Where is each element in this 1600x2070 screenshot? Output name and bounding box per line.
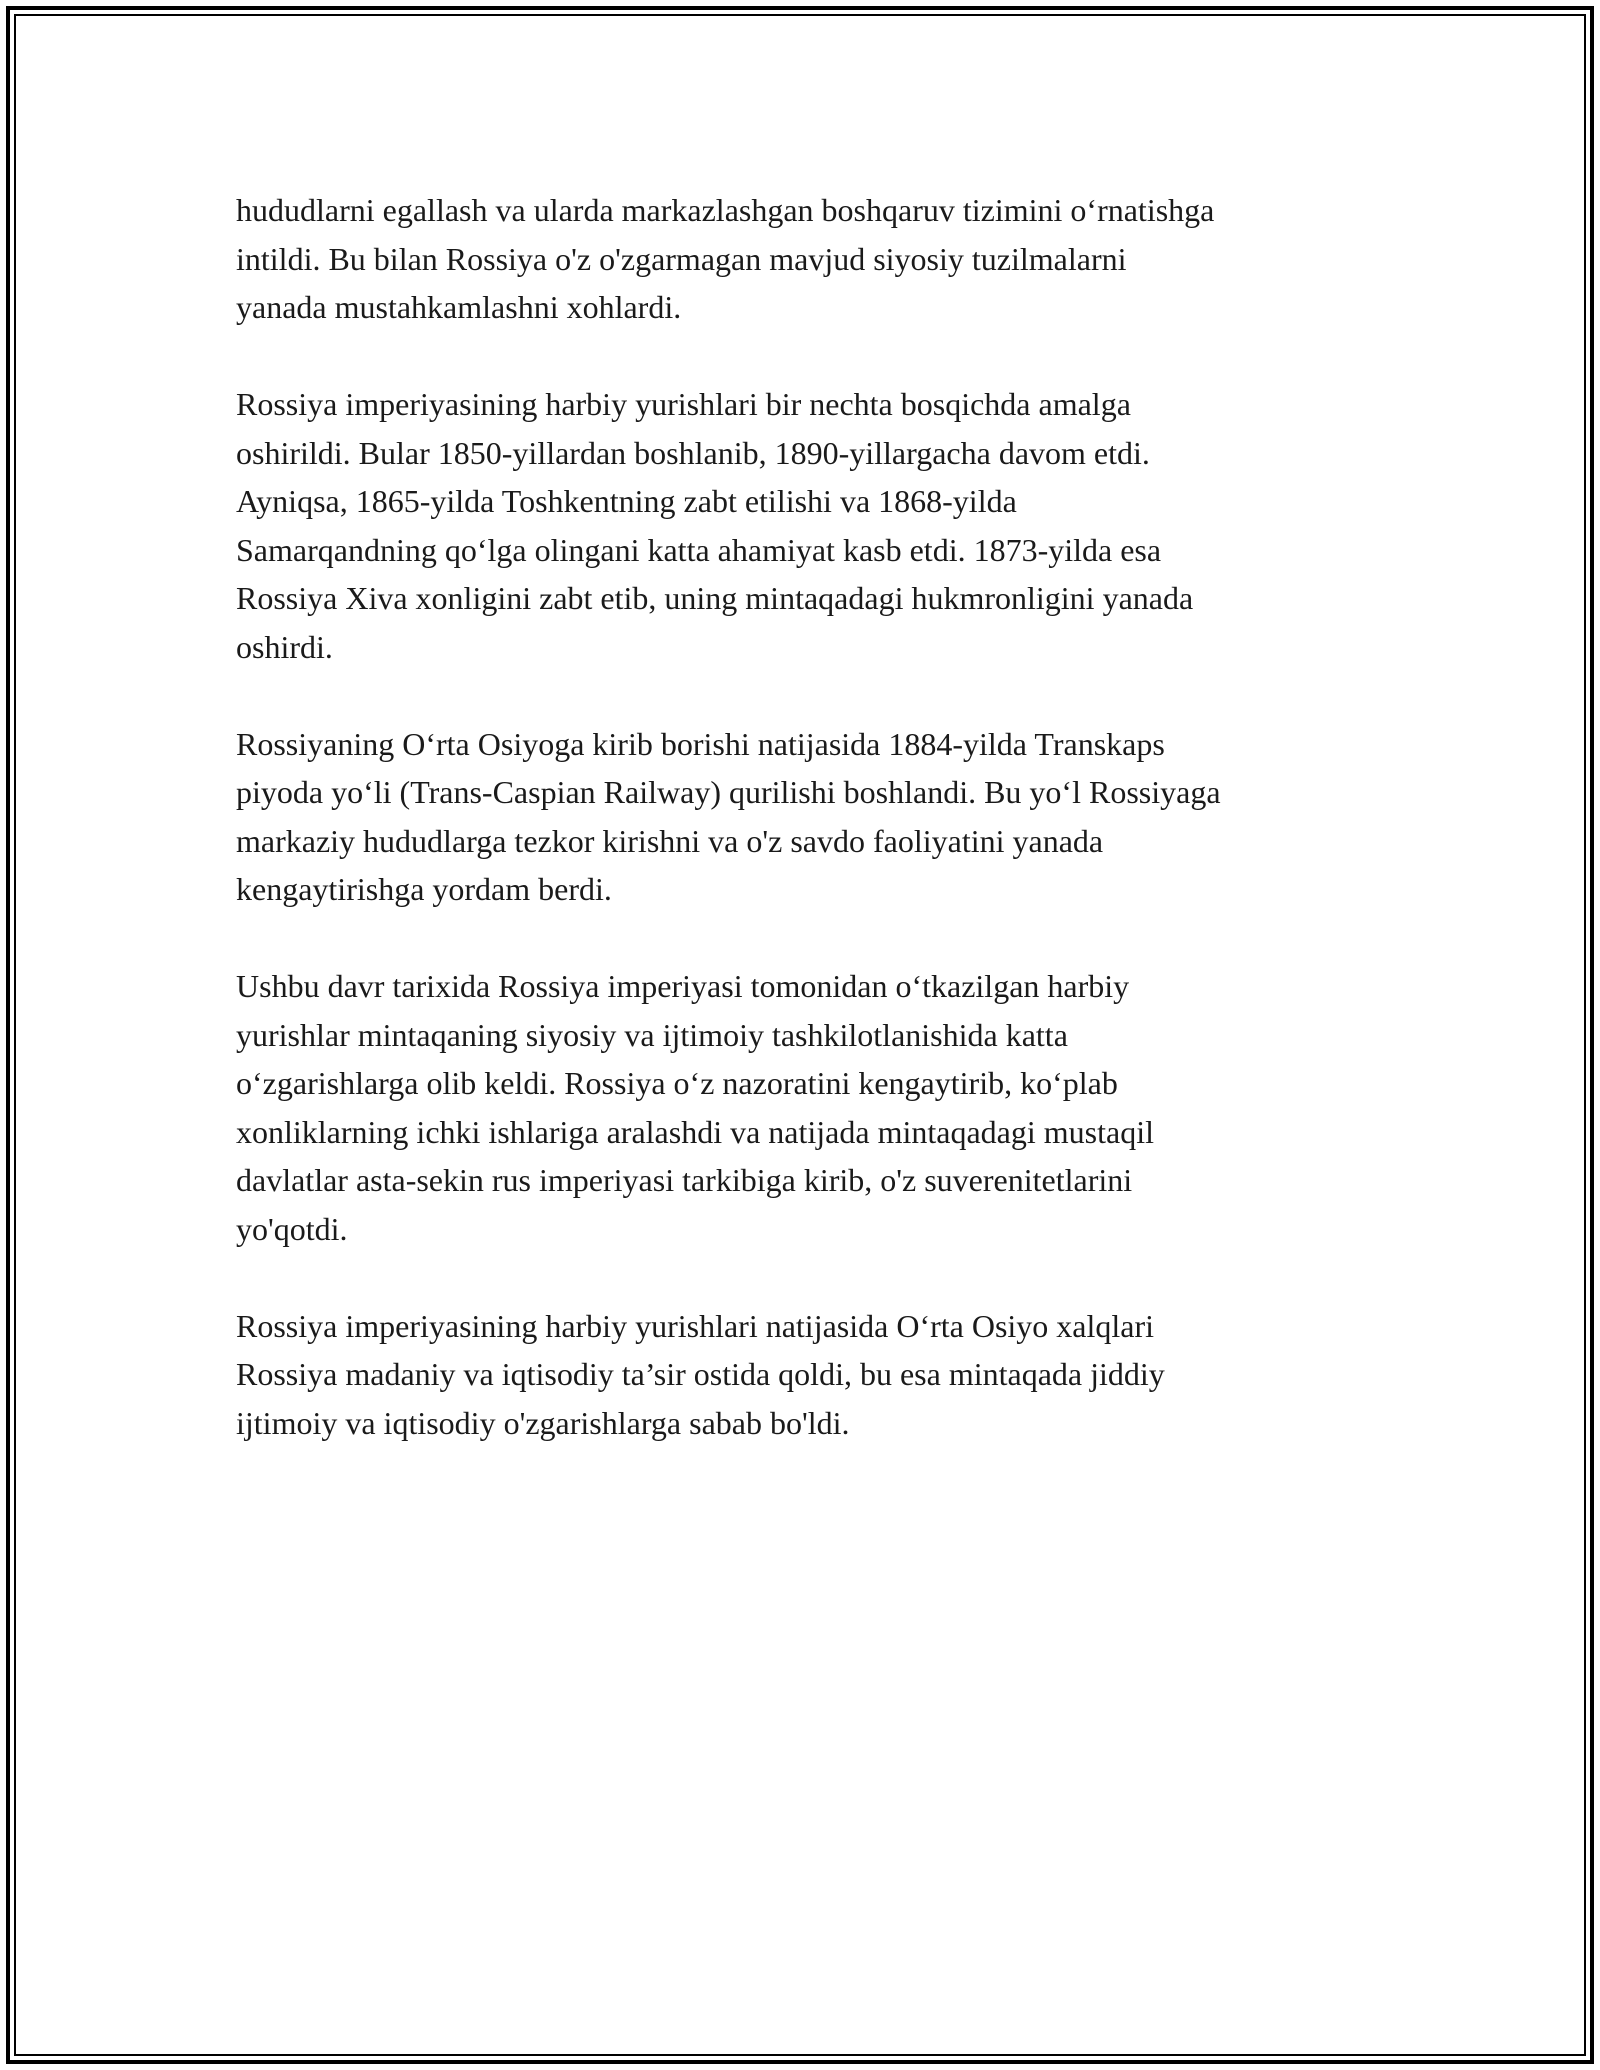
text-line: oshirildi. Bular 1850-yillardan boshlanib, 1890-yillargacha davom etdi. — [236, 434, 1150, 471]
text-line: markaziy hududlarga tezkor kirishni va o'z savdo faoliyatini yanada — [236, 822, 1104, 859]
text-line: yanada mustahkamlashni xohlardi. — [236, 289, 682, 325]
text-line: davlatlar asta-sekin rus imperiyasi tarkibiga kirib, o'z suverenitetlarini — [236, 1162, 1133, 1198]
text-line: Rossiyaning O‘rta Osiyoga kirib borishi natijasida 1884-yilda Transkaps — [236, 725, 1165, 762]
text-line: Ayniqsa, 1865-yilda Toshkentning zabt etilishi va 1868-yilda — [236, 483, 1017, 519]
text-line: Rossiya Xiva xonligini zabt etib, uning mintaqadagi hukmronligini yanada — [236, 580, 1194, 616]
text-line: Rossiya imperiyasining harbiy yurishlari bir nechta bosqichda amalga — [236, 386, 1131, 422]
text-line: Rossiya madaniy va iqtisodiy ta’sir ostida qoldi, bu esa mintaqada jiddiy — [236, 1356, 1165, 1392]
text-line: kengaytirishga yordam berdi. — [236, 871, 612, 907]
text-line: yurishlar mintaqaning siyosiy va ijtimoiy tashkilotlanishida katta — [236, 1016, 1068, 1053]
paragraph-5 — [236, 1302, 1386, 1448]
paragraph-2 — [236, 380, 1386, 671]
text-line: Rossiya imperiyasining harbiy yurishlari natijasida O‘rta Osiyo xalqlari — [236, 1307, 1155, 1344]
document-body — [236, 186, 1386, 1496]
text-line: intildi. Bu bilan Rossiya o'z o'zgarmagan mavjud siyosiy tuzilmalarni — [236, 240, 1127, 277]
paragraph-4 — [236, 962, 1386, 1253]
text-line: xonliklarning ichki ishlariga aralashdi va natijada mintaqadagi mustaqil — [236, 1113, 1154, 1150]
text-line: ijtimoiy va iqtisodiy o'zgarishlarga sabab bo'ldi. — [236, 1404, 850, 1441]
text-line: yo'qotdi. — [236, 1210, 348, 1247]
text-line: o‘zgarishlarga olib keldi. Rossiya o‘z nazoratini kengaytirib, ko‘plab — [236, 1065, 1118, 1101]
text-line: piyoda yo‘li (Trans-Caspian Railway) qurilishi boshlandi. Bu yo‘l Rossiyaga — [236, 774, 1221, 810]
text-line: Ushbu davr tarixida Rossiya imperiyasi tomonidan o‘tkazilgan harbiy — [236, 968, 1130, 1004]
text-line: Samarqandning qo‘lga olingani katta ahamiyat kasb etdi. 1873-yilda esa — [236, 531, 1162, 568]
text-line: oshirdi. — [236, 628, 333, 665]
text-line: hududlarni egallash va ularda markazlashgan boshqaruv tizimini o‘rnatishga — [236, 192, 1215, 228]
paragraph-3 — [236, 720, 1386, 914]
paragraph-1 — [236, 186, 1386, 332]
